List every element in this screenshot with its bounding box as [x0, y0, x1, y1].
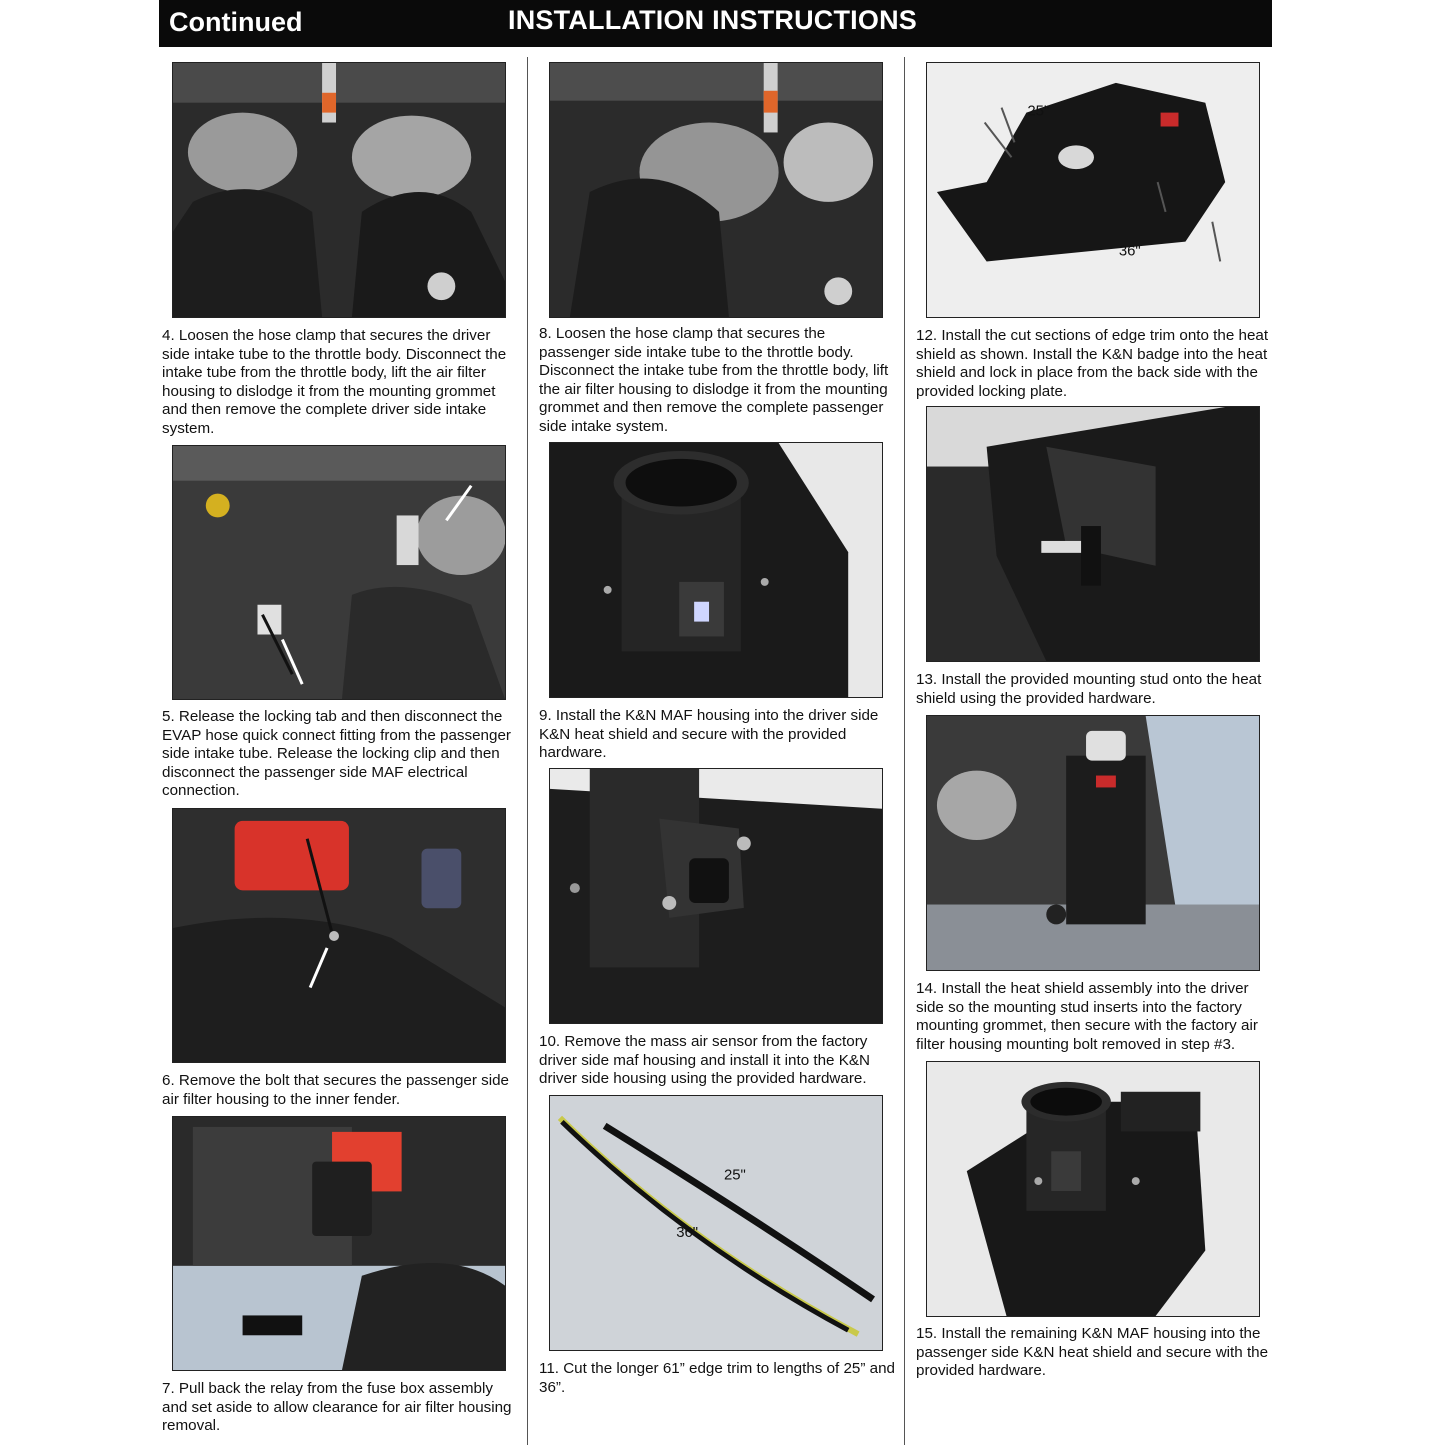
- step-10-photo: [549, 768, 883, 1024]
- step-13-photo: [926, 406, 1260, 662]
- step-9-photo: [549, 442, 883, 698]
- step-11-photo: [549, 1095, 883, 1351]
- step-9-text: 9. Install the K&N MAF housing into the driver side K&N heat shield and secure with the provided hardware.: [539, 707, 879, 762]
- step-15-photo: [926, 1061, 1260, 1317]
- step-14-photo: [926, 715, 1260, 971]
- step-6-photo: [172, 808, 506, 1063]
- step-8-photo: [549, 62, 883, 318]
- page-title: INSTALLATION INSTRUCTIONS: [508, 5, 917, 35]
- step-15-text: 15. Install the remaining K&N MAF housing into the passenger side K&N heat shield and secure with the provided hardware.: [916, 1325, 1269, 1380]
- step-11-text: 11. Cut the longer 61” edge trim to lengths of 25” and 36”.: [539, 1360, 896, 1396]
- step-5-text: 5. Release the locking tab and then disconnect the EVAP hose quick connect fitting from the passenger side intake tube. Release the locking clip and then disconnect the passenger side MAF electrical connection.: [162, 708, 511, 800]
- column-divider-2: [904, 57, 905, 1445]
- header-bar: [159, 0, 1272, 47]
- continued-label: Continued: [169, 7, 303, 37]
- trim-36-label: 36": [676, 1224, 699, 1241]
- step-7-text: 7. Pull back the relay from the fuse box assembly and set aside to allow clearance for air filter housing removal.: [162, 1380, 512, 1435]
- step-14-text: 14. Install the heat shield assembly into the driver side so the mounting stud inserts into the factory mounting grommet, then secure with the factory air filter housing mounting bolt removed in step #3.: [916, 980, 1258, 1053]
- step-6-text: 6. Remove the bolt that secures the passenger side air filter housing to the inner fender.: [162, 1072, 509, 1108]
- step-5-photo: [172, 445, 506, 700]
- step-13-text: 13. Install the provided mounting stud onto the heat shield using the provided hardware.: [916, 671, 1262, 707]
- step-7-photo: [172, 1116, 506, 1371]
- step-12-text: 12. Install the cut sections of edge trim onto the heat shield as shown. Install the K&N badge into the heat shield and lock in place from the back side with the provided locking plate.: [916, 327, 1269, 400]
- shield-36-label: 36": [1118, 243, 1141, 260]
- column-divider-1: [527, 57, 528, 1445]
- shield-25-label: 25": [1027, 103, 1050, 120]
- step-8-text: 8. Loosen the hose clamp that secures the passenger side intake tube to the throttle body. Disconnect the intake tube from the throttle body, lift the air filter housing to dislodge it from the mounting grommet and then remove the complete passenger side intake system.: [539, 325, 889, 435]
- step-12-photo: [926, 62, 1260, 318]
- trim-25-label: 25": [723, 1167, 746, 1184]
- step-10-text: 10. Remove the mass air sensor from the factory driver side maf housing and install it into the K&N driver side housing using the provided hardware.: [539, 1033, 870, 1088]
- step-4-photo: [172, 62, 506, 318]
- step-4-text: 4. Loosen the hose clamp that secures the driver side intake tube to the throttle body. Disconnect the intake tube from the throttle body, lift the air filter housing to dislodge it from the mounting grommet and then remove the complete driver side intake system.: [162, 327, 507, 437]
